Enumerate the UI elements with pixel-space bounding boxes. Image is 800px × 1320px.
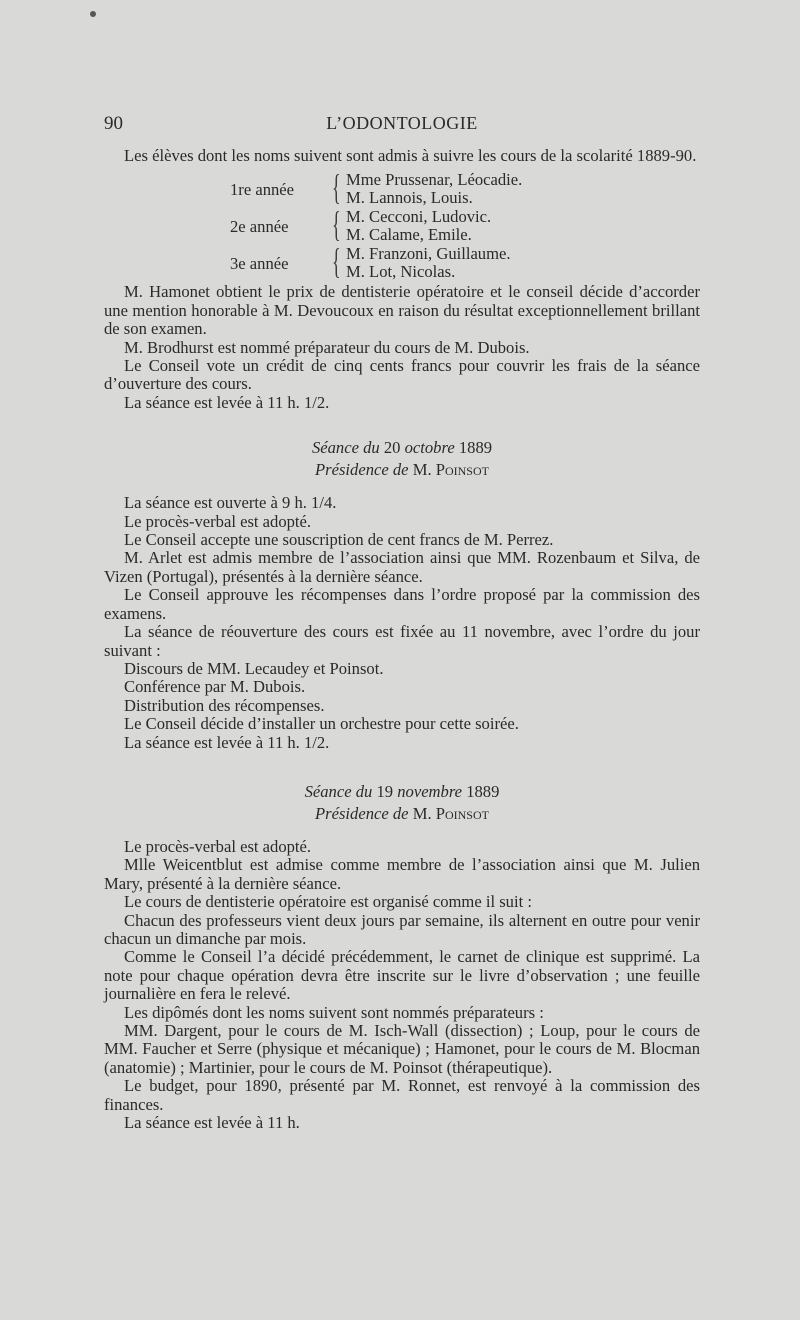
year-group-2	[104, 204, 700, 245]
paragraph: La séance est ouverte à 9 h. 1/4.	[124, 493, 337, 513]
year-group-3	[104, 241, 700, 282]
running-title: L’ODONTOLOGIE	[326, 113, 478, 133]
paragraph: M. Hamonet obtient le prix de dentisterie opératoire et le conseil décide d’accorder une mention honorable à M. Devoucoux en raison du résultat exceptionnellement brillant de son examen.	[104, 282, 700, 339]
section-title	[104, 782, 700, 802]
student-name: Mme Prussenar, Léocadie.	[346, 170, 523, 190]
paragraph: Conférence par M. Dubois.	[124, 677, 306, 697]
paragraph: Les dipômés dont les noms suivent sont nommés préparateurs :	[124, 1002, 544, 1022]
paragraph: Le Conseil approuve les récompenses dans l’ordre proposé par la commission des examens.	[104, 585, 700, 623]
presidence-m: M.	[412, 460, 432, 480]
presidence-name: Poinsot	[435, 803, 489, 823]
paragraph: MM. Dargent, pour le cours de M. Isch-Wall (dissection) ; Loup, pour le cours de MM. Faucher et Serre (physique et mécanique) ; Hamonet, pour le cours de M. Blocman (anatomie) ; Martinier, pour le cours de M. Poinsot (thérapeutique).	[104, 1021, 700, 1077]
paragraph: Le cours de dentisterie opératoire est organisé comme il suit :	[124, 892, 532, 912]
section-title-month: octobre	[404, 438, 455, 458]
paragraph: Chacun des professeurs vient deux jours par semaine, ils alternent en outre pour venir chacun un dimanche par mois.	[104, 910, 700, 948]
paragraph: La séance est levée à 11 h.	[124, 1113, 300, 1133]
paragraph: La séance est levée à 11 h. 1/2.	[124, 392, 330, 412]
paragraph: Le Conseil vote un crédit de cinq cents francs pour couvrir les frais de la séance d’ouverture des cours.	[104, 356, 700, 394]
paragraph: Discours de MM. Lecaudey et Poinsot.	[124, 658, 384, 678]
paragraph: Le Conseil accepte une souscription de cent francs de M. Perrez.	[124, 530, 554, 550]
student-name: M. Lot, Nicolas.	[346, 262, 456, 282]
paragraph: Le procès-verbal est adopté.	[124, 511, 312, 531]
student-name: M. Calame, Emile.	[346, 225, 472, 245]
section-title-year: 1889	[466, 781, 500, 801]
section-title	[104, 438, 700, 458]
page-number: 90	[104, 113, 123, 134]
section-title-day: 19	[376, 781, 394, 801]
student-name: M. Lannois, Louis.	[346, 188, 473, 208]
year-label: 3e année	[230, 254, 289, 274]
paragraph: La séance de réouverture des cours est fixée au 11 novembre, avec l’ordre du jour suivant :	[104, 622, 700, 660]
presidence-name: Poinsot	[435, 460, 489, 480]
page-header	[104, 113, 700, 137]
paragraph: M. Brodhurst est nommé préparateur du cours de M. Dubois.	[124, 337, 530, 357]
section-title-prefix: Séance du	[304, 781, 373, 801]
presidence-prefix: Présidence de	[315, 803, 409, 823]
ink-spot	[90, 11, 96, 17]
student-name: M. Franzoni, Guillaume.	[346, 244, 511, 264]
intro-paragraph: Les élèves dont les noms suivent sont admis à suivre les cours de la scolarité 1889-90.	[124, 146, 697, 165]
paragraph: Le Conseil décide d’installer un orchestre pour cette soirée.	[124, 714, 519, 734]
section-title-month: novembre	[397, 781, 463, 801]
year-label: 1re année	[230, 180, 295, 200]
year-label: 2e année	[230, 217, 289, 237]
section-presidence	[104, 460, 700, 480]
paragraph: M. Arlet est admis membre de l’association ainsi que MM. Rozenbaum et Silva, de Vizen (Portugal), présentés à la dernière séance.	[104, 548, 700, 586]
section-presidence	[104, 804, 700, 824]
section-title-day: 20	[383, 438, 401, 458]
student-year-list	[104, 167, 700, 282]
paragraph: Distribution des récompenses.	[124, 695, 325, 715]
paragraph: Comme le Conseil l’a décidé précédemment, le carnet de clinique est supprimé. La note pour chaque opération devra être inscrite sur le livre d’observation ; une feuille journalière en fera le relevé.	[104, 947, 700, 1004]
student-name: M. Cecconi, Ludovic.	[346, 207, 492, 227]
page-body	[104, 147, 700, 1132]
presidence-m: M.	[412, 803, 432, 823]
brace-mark: {	[332, 167, 341, 208]
section-title-year: 1889	[458, 438, 493, 458]
paragraph: La séance est levée à 11 h. 1/2.	[124, 732, 330, 752]
presidence-prefix: Présidence de	[315, 460, 409, 480]
paragraph: Le budget, pour 1890, présenté par M. Ronnet, est renvoyé à la commission des finances.	[104, 1076, 700, 1114]
brace-mark: {	[332, 241, 341, 282]
paragraph: Mlle Weicentblut est admise comme membre de l’association ainsi que M. Julien Mary, présenté à la dernière séance.	[104, 855, 700, 893]
paragraph: Le procès-verbal est adopté.	[124, 836, 312, 856]
brace-mark: {	[332, 204, 341, 245]
year-group-1	[104, 167, 700, 208]
section-title-prefix: Séance du	[311, 438, 380, 458]
